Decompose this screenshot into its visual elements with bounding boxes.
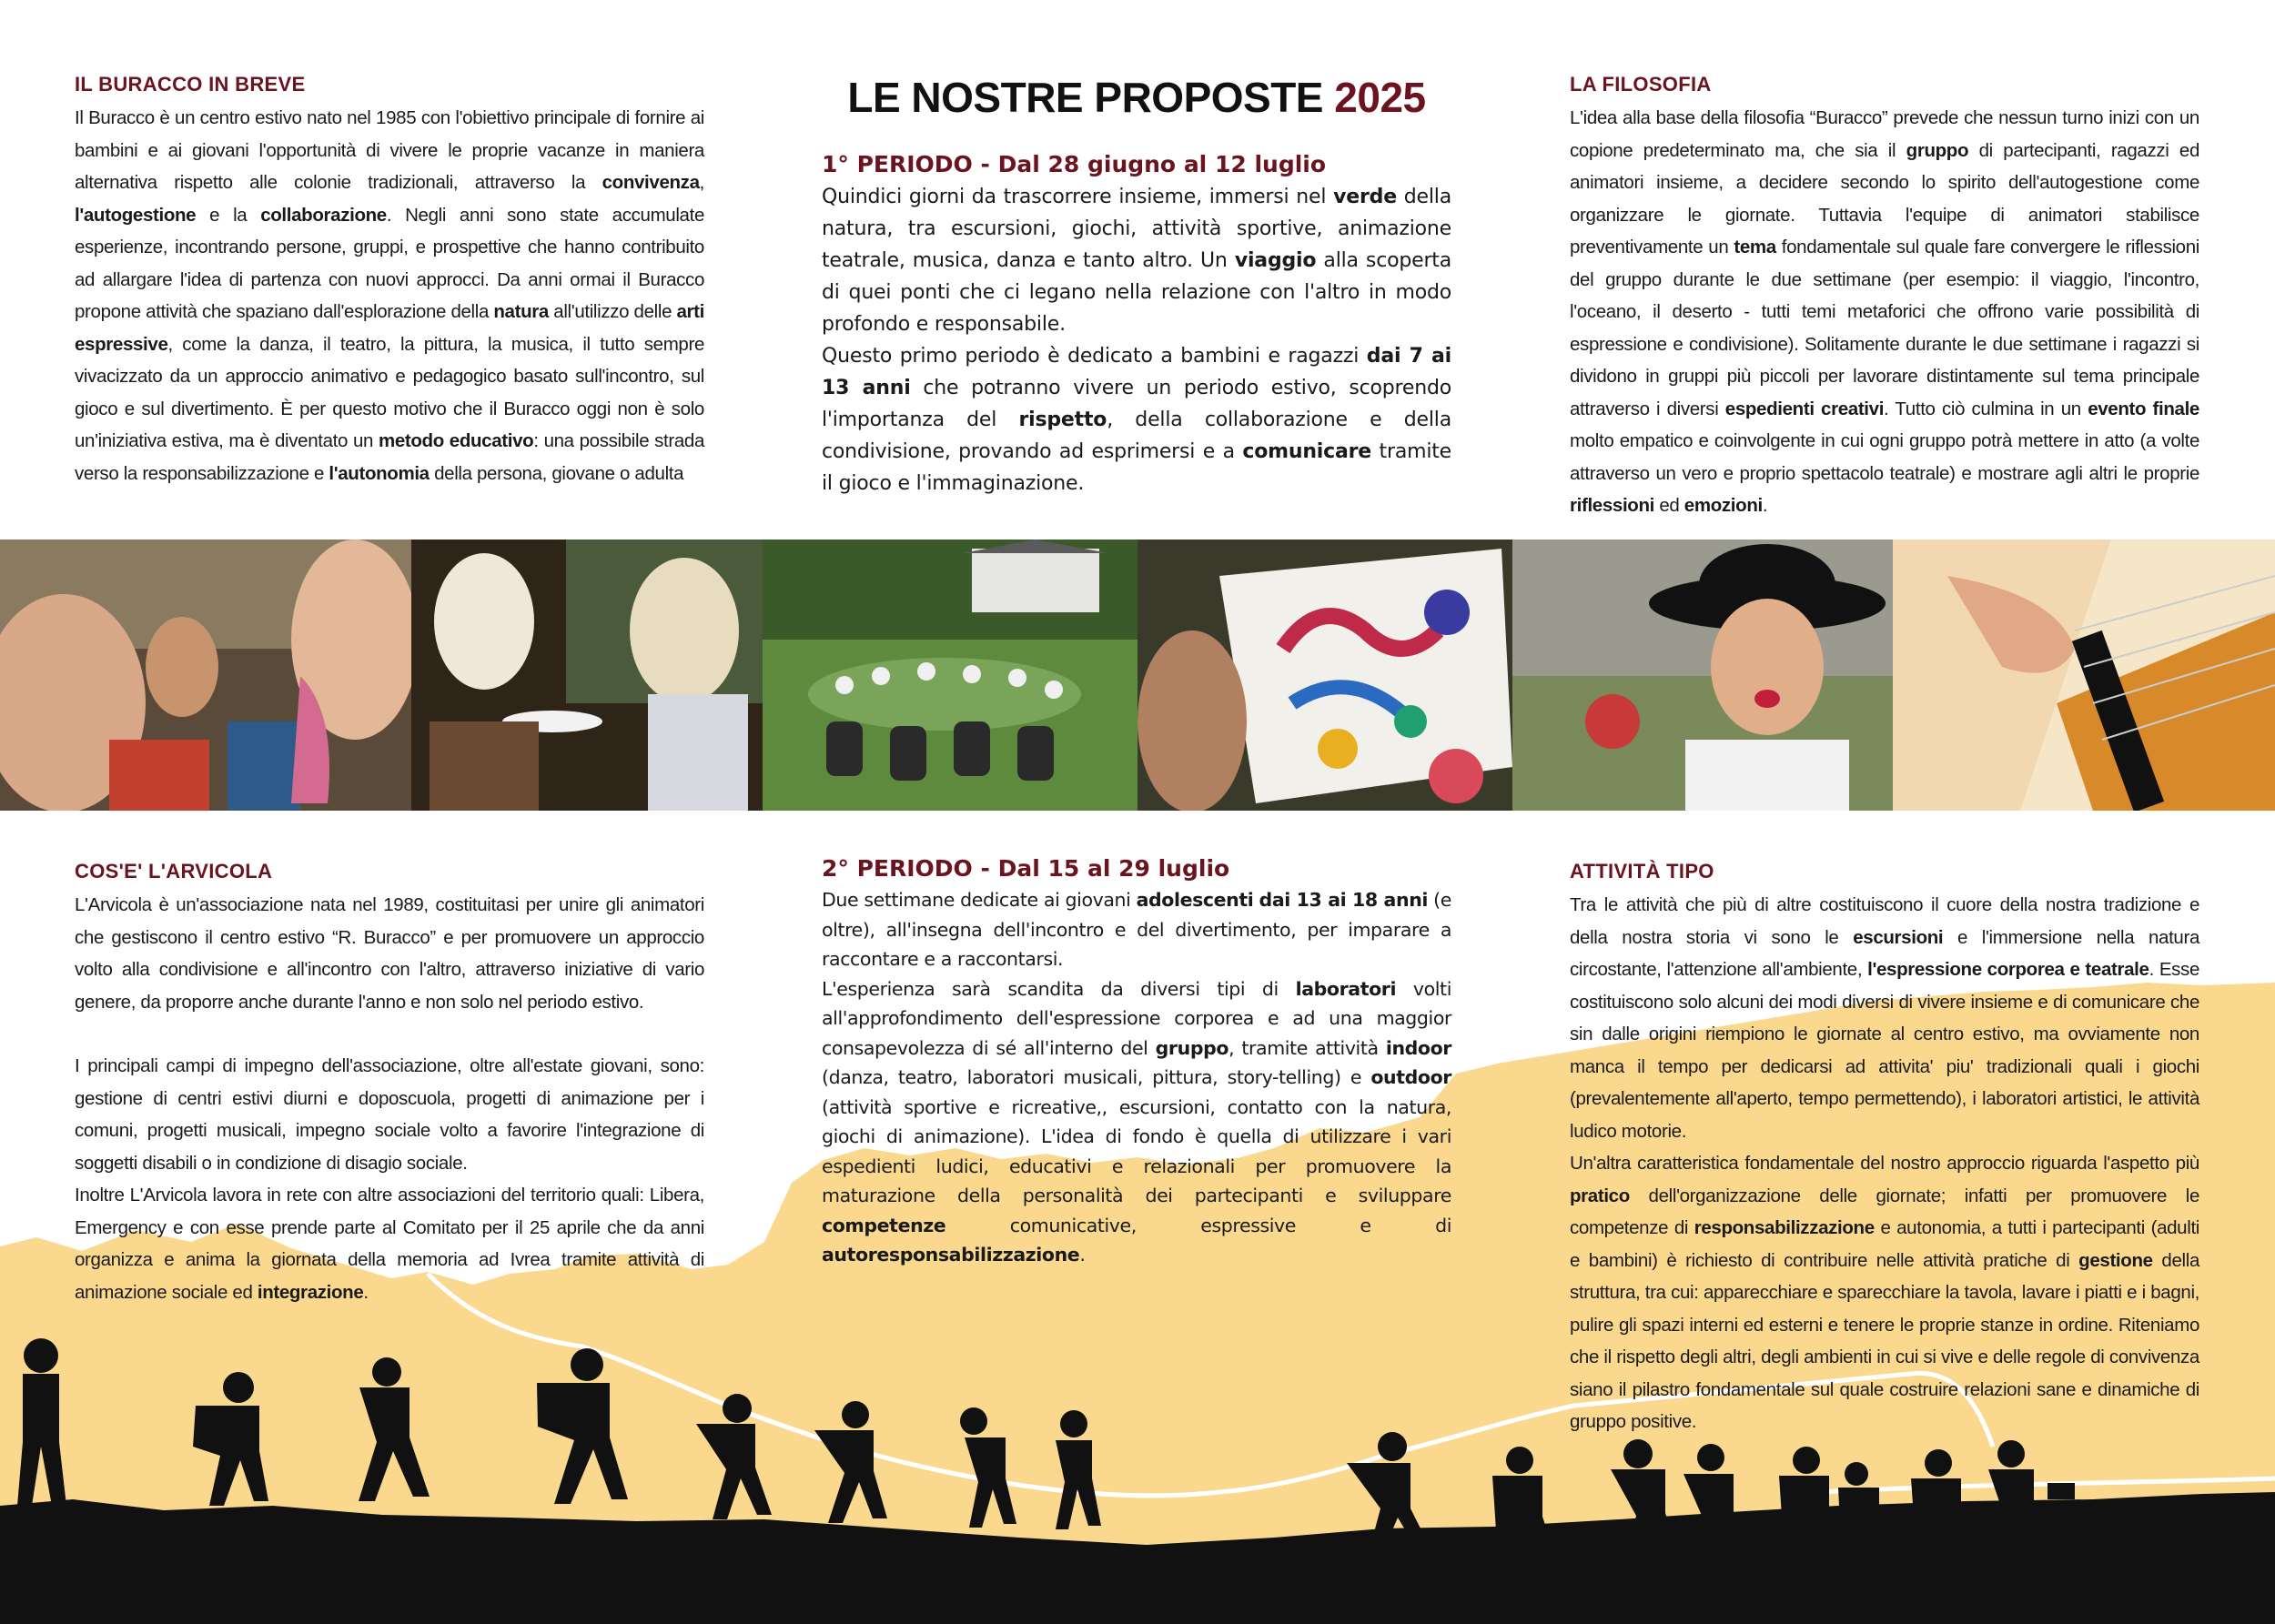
section-body: L'esperienza sarà scandita da diversi tipi di laboratori volti all'approfondimento dell'espressione corporea e ad una maggior consapevolezza di sé all'interno del gruppo, tramite attività indoor (danza, teatro, laboratori musicali, pittura, story-telling) e outdoor (attività sportive e ricreative,, escursioni, contatto con la natura, giochi di animazione). L'idea di fondo è quella di utilizzare i vari espedienti ludici, educativi e relazionali per promuovere la maturazione della personalità dei partecipanti e sviluppare competenze comunicative, espressive e di autoresponsabilizzazione. (822, 977, 1451, 1266)
section-body: Il Buracco è un centro estivo nato nel 1985 con l'obiettivo principale di fornire ai bambini e ai giovani l'opportunità di vivere le proprie vacanze in maniera alternativa rispetto alle colonie tradizionali, attraverso la convivenza, l'autogestione e la collaborazione. Negli anni sono state accumulate esperienze, incontrando persone, gruppi, e prospettive che hanno contribuito ad allargare l'idea di partenza con nuovi approcci. Da anni ormai il Buracco propone attività che spaziano dall'esplorazione della natura all'utilizzo delle arti espressive, come la danza, il teatro, la pittura, la musica, il tutto sempre vivacizzato da un approccio animativo e pedagogico basato sull'incontro, sul gioco e sul divertimento. È per questo motivo che il Buracco oggi non è solo un'iniziativa estiva, ma è diventato un metodo educativo: una possibile strada verso la responsabilizzazione e l'autonomia della persona, giovane o adulta (75, 107, 705, 484)
section-body: Tra le attività che più di altre costituiscono il cuore della nostra tradizione e della nostra storia vi sono le escursioni e l'immersione nella natura circostante, l'attenzione all'ambiente, l'espressione corporea e teatrale. Esse costituiscono solo alcuni dei modi diversi di vivere insieme e di comunicare che sin dalle origini riempiono le giornate al centro estivo, ma ovviamente non manca il tempo per dedicarsi ad attivita' piu' tradizionali quali i giochi (prevalentemente all'aperto, tempo permettendo), i laboratori artistici, le attività ludico motorie. (1570, 894, 2199, 1142)
photo-painting (1138, 540, 1512, 811)
section-body: Un'altra caratteristica fondamentale del nostro approccio riguarda l'aspetto più pratico dell'organizzazione delle giornate; infatti per promuovere le competenze di responsabilizzazione e autonomia, a tutti i partecipanti (adulti e bambini) è richiesto di contribuire nelle attività pratiche di gestione della struttura, tra cui: apparecchiare e sparecchiare la tavola, lavare i piatti e i bagni, pulire gli spazi interni ed esterni e tenere le proprie stanze in ordine. Riteniamo che il rispetto degli altri, degli ambienti in cui si vive e delle regole di convivenza siano il pilastro fondamentale sul quale costruire relazioni sane e dinamiche di gruppo positive. (1570, 1153, 2199, 1432)
section-title: LA FILOSOFIA (1570, 73, 1712, 96)
page-title: LE NOSTRE PROPOSTE 2025 (847, 74, 1426, 121)
section-body: I principali campi di impegno dell'associazione, oltre all'estate giovani, sono: gestione di centri estivi diurni e doposcuola, progetti di animazione per i comuni, progetti musicali, impegno sociale volto a favorire l'integrazione di soggetti disabili o in condizione di disagio sociale. (75, 1055, 704, 1174)
section-body: Inoltre L'Arvicola lavora in rete con altre associazioni del territorio quali: Libera, Emergency e con esse prende parte al Comitato per il 25 aprile che da anni organizza e anima la giornata della memoria ad Ivrea tramite attività di animazione sociale ed integrazione. (75, 1185, 704, 1303)
section-body: L'Arvicola è un'associazione nata nel 1989, costituitasi per unire gli animatori che gestiscono il centro estivo “R. Buracco” e per promuovere un approccio volto alla condivisione e all'incontro con l'altro, attraverso iniziative di vario genere, da proporre anche durante l'anno e non solo nel periodo estivo. (75, 894, 704, 1013)
section-arvicola (75, 860, 704, 1308)
photo-guitar (1893, 540, 2275, 811)
section-body: L'idea alla base della filosofia “Buracco” prevede che nessun turno inizi con un copione predeterminato ma, che sia il gruppo di partecipanti, ragazzi ed animatori insieme, a decidere secondo lo spirito dell'autogestione come organizzare le giornate. Tuttavia l'equipe di animatori stabilisce preventivamente un tema fondamentale sul quale fare convergere le riflessioni del gruppo durante le due settimane (per esempio: il viaggio, l'incontro, l'oceano, il deserto - tutti temi metaforici che offrono varie possibilità di espressione e condivisione). Solitamente durante le due settimane i ragazzi si dividono in gruppi più piccoli per lavorare distintamente sul tema principale attraverso i diversi espedienti creativi. Tutto ciò culmina in un evento finale molto empatico e coinvolgente in cui ogni gruppo potrà mettere in atto (a volte attraverso un vero e proprio spettacolo teatrale) e mostrare agli altri le proprie riflessioni ed emozioni. (1570, 107, 2199, 516)
photo-theatre-masks (411, 540, 763, 811)
photo-boy-hat (1512, 540, 1893, 811)
section-title: IL BURACCO IN BREVE (75, 73, 306, 96)
photo-group-circle-meadow (763, 540, 1138, 811)
photo-children-faces (0, 540, 411, 811)
section-periodo-2 (822, 855, 1451, 1270)
section-title: 2° PERIODO - Dal 15 al 29 luglio (822, 855, 1230, 882)
section-title: 1° PERIODO - Dal 28 giugno al 12 luglio (822, 151, 1327, 177)
section-periodo-1 (822, 151, 1451, 499)
section-body: Questo primo periodo è dedicato a bambini e ragazzi dai 7 ai 13 anni che potranno vivere un periodo estivo, scoprendo l'importanza del rispetto, della collaborazione e della condivisione, provando ad esprimersi e a comunicare tramite il gioco e l'immaginazione. (822, 345, 1452, 495)
photo-strip (0, 540, 2275, 811)
section-title: COS'E' L'ARVICOLA (75, 860, 273, 883)
section-title: ATTIVITÀ TIPO (1570, 860, 1714, 883)
section-body: Due settimane dedicate ai giovani adolescenti dai 13 ai 18 anni (e oltre), all'insegna dell'incontro e del divertimento, per imparare a raccontare e a raccontarsi. (822, 889, 1451, 970)
section-buracco-in-breve (75, 73, 704, 489)
section-body: Quindici giorni da trascorrere insieme, immersi nel verde della natura, tra escursioni, giochi, attività sportive, animazione teatrale, musica, danza e tanto altro. Un viaggio alla scoperta di quei ponti che ci legano nella relazione con l'altro in modo profondo e responsabile. (822, 186, 1452, 336)
section-filosofia (1570, 73, 2199, 522)
section-attivita-tipo (1570, 860, 2199, 1438)
